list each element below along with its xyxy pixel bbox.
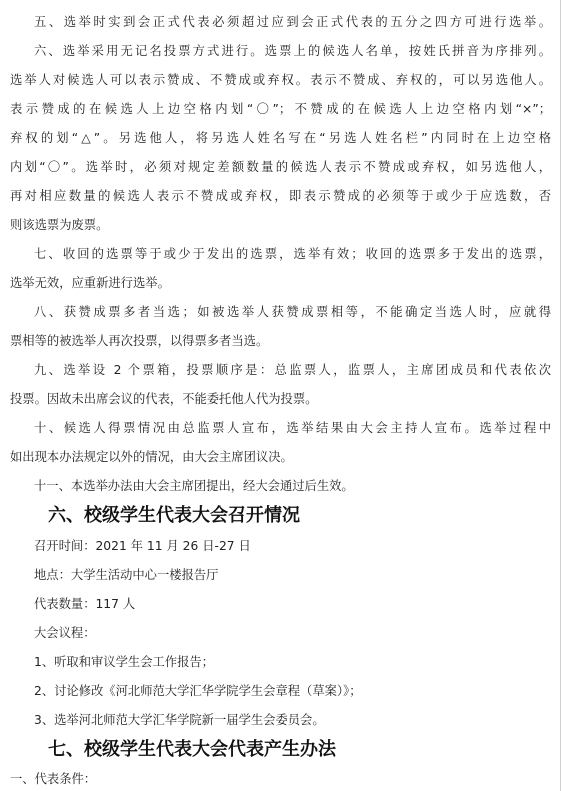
agenda-item: 1、听取和审议学生会工作报告； (34, 655, 214, 669)
section-6-heading: 六、校级学生代表大会召开情况 (48, 505, 300, 526)
rule-line: 则该选票为废票。 (10, 218, 109, 232)
rule-line: 十一、本选举办法由大会主席团提出，经大会通过后生效。 (34, 479, 354, 493)
rule-line: 选举人对候选人可以表示赞成、不赞成或弃权。表示不赞成、弃权的，可以另选他人。 (10, 73, 551, 87)
rule-line: 选举无效，应重新进行选举。 (10, 276, 170, 290)
rule-line: 九、选举设 2 个票箱，投票顺序是：总监票人，监票人，主席团成员和代表依次 (34, 363, 551, 377)
agenda-item: 3、选举河北师范大学汇华学院新一届学生会委员会。 (34, 713, 325, 727)
rule-line: 弃权的划“△”。另选他人，将另选人姓名写在“另选人姓名栏”内同时在上边空格 (10, 131, 551, 145)
agenda-title: 大会议程： (34, 626, 96, 640)
rule-line: 八、获赞成票多者当选；如被选举人获赞成票相等，不能确定当选人时，应就得 (34, 305, 551, 319)
rule-line: 内划“〇”。选举时，必须对规定差额数量的候选人表示不赞成或弃权，如另选他人， (10, 160, 551, 174)
section-7-subheading: 一、代表条件： (10, 772, 97, 786)
rule-line: 投票。因故未出席会议的代表，不能委托他人代为投票。 (10, 392, 318, 406)
rule-line: 表示赞成的在候选人上边空格内划“〇”；不赞成的在候选人上边空格内划“×”； (10, 102, 551, 116)
rule-line: 再对相应数量的候选人表示不赞成或弃权，即表示赞成的必须等于或少于应选数，否 (10, 189, 551, 203)
section-7-heading: 七、校级学生代表大会代表产生办法 (48, 739, 336, 760)
rule-line: 六、选举采用无记名投票方式进行。选票上的候选人名单，按姓氏拼音为序排列。 (34, 44, 551, 58)
corner-mark-bottom-left (0, 781, 10, 791)
rule-line: 十、候选人得票情况由总监票人宣布，选举结果由大会主持人宣布。选举过程中 (34, 421, 551, 435)
rule-line: 如出现本办法规定以外的情况，由大会主席团议决。 (10, 450, 293, 464)
meeting-time: 召开时间：2021 年 11 月 26 日-27 日 (34, 539, 251, 553)
delegate-count: 代表数量：117 人 (34, 597, 136, 611)
rule-line: 七、收回的选票等于或少于发出的选票，选举有效；收回的选票多于发出的选票， (34, 247, 551, 261)
agenda-item: 2、讨论修改《河北师范大学汇华学院学生会章程（草案）》； (34, 684, 362, 698)
meeting-place: 地点：大学生活动中心一楼报告厅 (34, 568, 219, 582)
rule-line: 票相等的被选举人再次投票，以得票多者当选。 (10, 334, 269, 348)
rule-line: 五、选举时实到会正式代表必须超过应到会正式代表的五分之四方可进行选举。 (34, 15, 551, 29)
